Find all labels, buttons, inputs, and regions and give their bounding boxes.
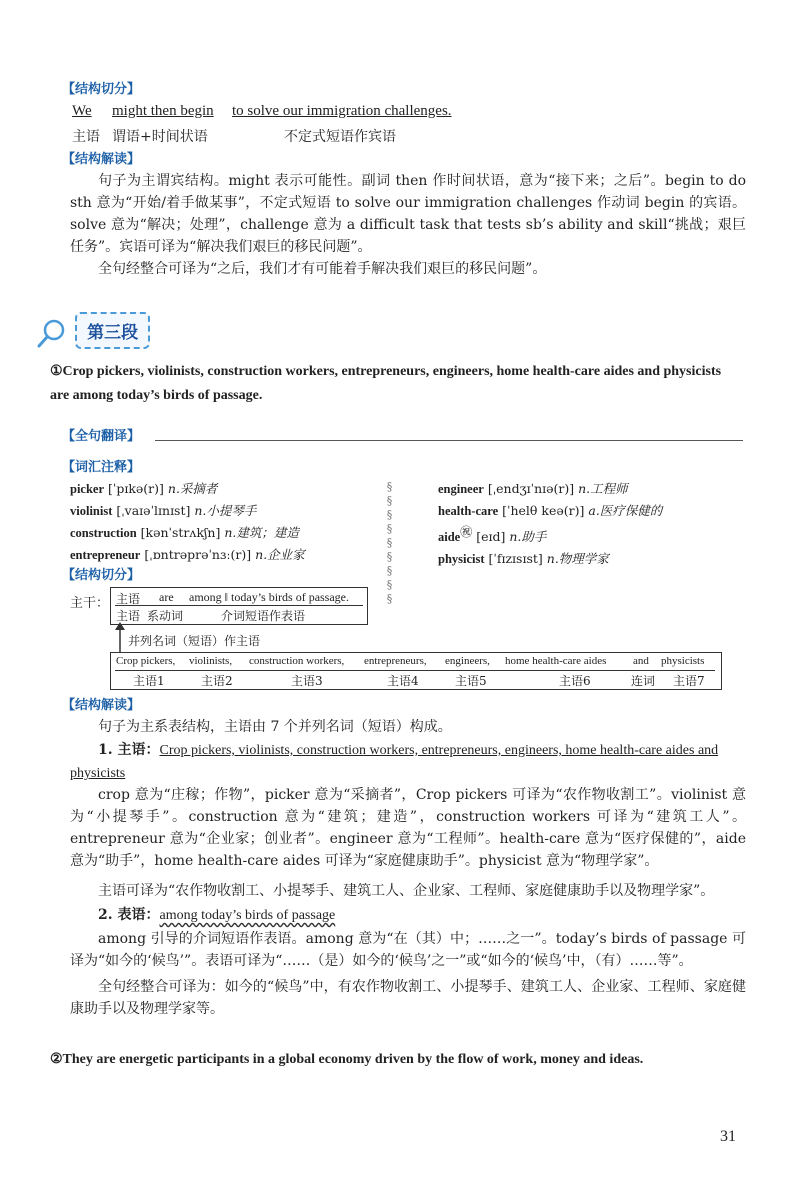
subject-item-5: engineers, [445,655,490,667]
explain2-paragraph-4: 全句经整合可译为：如今的“候鸟”中，有农作物收割工、小提琴手、建筑工人、企业家、工程师、家庭健康助手以及物理学家等。 [70,979,746,1017]
subject-item-1: Crop pickers, [116,655,176,667]
structure-split-tag: 【结构切分】 [62,82,141,97]
trunk-w1: 主语 [116,592,141,606]
subject-item-3: construction workers, [249,655,345,667]
vocab-tag: 【词汇注释】 [62,460,141,475]
structure-explain-tag: 【结构解读】 [62,152,141,167]
arrow-label: 并列名词（短语）作主语 [128,634,261,648]
trunk-l1: 主语 [116,609,141,623]
trunk-w3: among ‖ today’s birds of passage. [189,590,350,604]
subjects-box [110,652,722,690]
subject-label-4: 主语4 [387,674,419,688]
page-number: 31 [720,1128,736,1145]
magnifier-icon [36,317,70,351]
vocab-entry: construction [kənˈstrʌkʃn] n.建筑；建造 [70,525,299,540]
vocab-entry: picker [ˈpɪkə(r)] n.采摘者 [70,481,218,496]
vocab-entry: physicist [ˈfɪzɪsɪst] n.物理学家 [438,551,609,567]
sentence-1: ①Crop pickers, violinists, construction workers, entrepreneurs, engineers, home health-care aides and physicists are among today’s birds of passage. [50,364,722,403]
subjects-underline [115,670,715,671]
split-predicate: might then begin [112,103,214,119]
section-title: 第三段 [75,312,150,349]
label-object: 不定式短语作宾语 [284,129,396,145]
subject-label-conj: 连词 [631,674,656,688]
section-heading [36,312,150,351]
up-arrow [112,622,128,654]
explain2-predicative-heading [70,904,746,927]
vocab-entry: entrepreneur [ˌɒntrəprəˈnɜː(r)] n.企业家 [70,547,305,562]
vocab-right-column [438,478,748,570]
vocab-entry: health-care [ˈhelθ keə(r)] a.医疗保健的 [438,503,663,518]
subject-label-1: 主语1 [133,674,165,688]
subject-item-7: physicists [661,655,705,667]
explain2-paragraph-2: 主语可译为“农作物收割工、小提琴手、建筑工人、企业家、工程师、家庭健康助手以及物理学家”。 [98,883,715,899]
subject-label-7: 主语7 [673,674,705,688]
explain-paragraph-2: 全句经整合可译为“之后，我们才有可能着手解决我们艰巨的移民问题”。 [98,261,547,277]
subject-item-2: violinists, [189,655,233,667]
full-translation-tag: 【全句翻译】 [62,429,141,444]
trunk-label: 主干： [70,596,110,611]
subject-heading-text: Crop pickers, violinists, construction workers, entrepreneurs, engineers, home health-care aides and physicists [70,743,719,781]
subject-label-2: 主语2 [201,674,233,688]
explain2-paragraph-3: among 引导的介词短语作表语。among 意为“在（其）中；……之一”。today’s birds of passage 可译为“如今的‘候鸟’”。表语可译为“……（是）如今的‘候鸟’之一”或“如今的‘候鸟’中，（有）……等”。 [70,931,746,969]
subject-heading-label: 1. 主语： [98,742,160,758]
trunk-underline [115,605,363,606]
structure-explain-tag-2: 【结构解读】 [62,698,141,713]
subject-item-4: entrepreneurs, [364,655,427,667]
subject-label-5: 主语5 [455,674,487,688]
translation-blank-line [155,440,743,441]
split-subject: We [72,103,92,119]
trunk-w2: are [159,590,174,604]
vocab-left-column [70,478,390,566]
vocab-divider: §§§§§§§§§ [383,480,396,606]
predicative-heading-label: 2. 表语： [98,907,160,923]
explain2-intro: 句子为主系表结构，主语由 7 个并列名词（短语）构成。 [98,719,452,735]
subject-item-and: and [633,655,649,667]
explain2-subject-heading [70,739,746,785]
label-predicate: 谓语+时间状语 [112,129,208,145]
subject-item-6: home health-care aides [505,655,607,667]
split-object: to solve our immigration challenges. [232,103,452,119]
vocab-entry: aide㊗ [eɪd] n.助手 [438,525,547,545]
vocab-entry: violinist [ˌvaɪəˈlɪnɪst] n.小提琴手 [70,503,257,518]
sentence-2: ②They are energetic participants in a global economy driven by the flow of work, money and ideas. [50,1052,644,1067]
vocab-entry: engineer [ˌendʒɪˈnɪə(r)] n.工程师 [438,481,628,496]
trunk-l3: 介词短语作表语 [221,609,306,623]
explain2-paragraph-1: crop 意为“庄稼；作物”，picker 意为“采摘者”，Crop pickers 可译为“农作物收割工”。violinist 意为“小提琴手”。construction 意为“建筑；建造”，construction workers 可译为“建筑工人”。entrepreneur 意为“企业家；创业者”。engineer 意为“工程师”。health-care 意为“医疗保健的”，aide 意为“助手”，home health-care aides 可译为“家庭健康助手”。physicist 意为“物理学家”。 [70,787,746,869]
predicative-heading-text: among today’s birds of passage [159,908,336,923]
subject-label-3: 主语3 [291,674,323,688]
structure-split-tag-2: 【结构切分】 [62,568,141,583]
label-subject: 主语 [72,129,100,145]
trunk-box [110,587,368,625]
explain-paragraph-1: 句子为主谓宾结构。might 表示可能性。副词 then 作时间状语，意为“接下来；之后”。begin to do sth 意为“开始/着手做某事”，不定式短语 to solve our immigration challenges 作动词 begin 的宾语。solve 意为“解决；处理”，challenge 意为 a difficult task that tests sb’s ability and skill“挑战；艰巨任务”。宾语可译为“解决我们艰巨的移民问题”。 [70,173,746,255]
subject-label-6: 主语6 [559,674,591,688]
trunk-l2: 系动词 [147,609,184,623]
